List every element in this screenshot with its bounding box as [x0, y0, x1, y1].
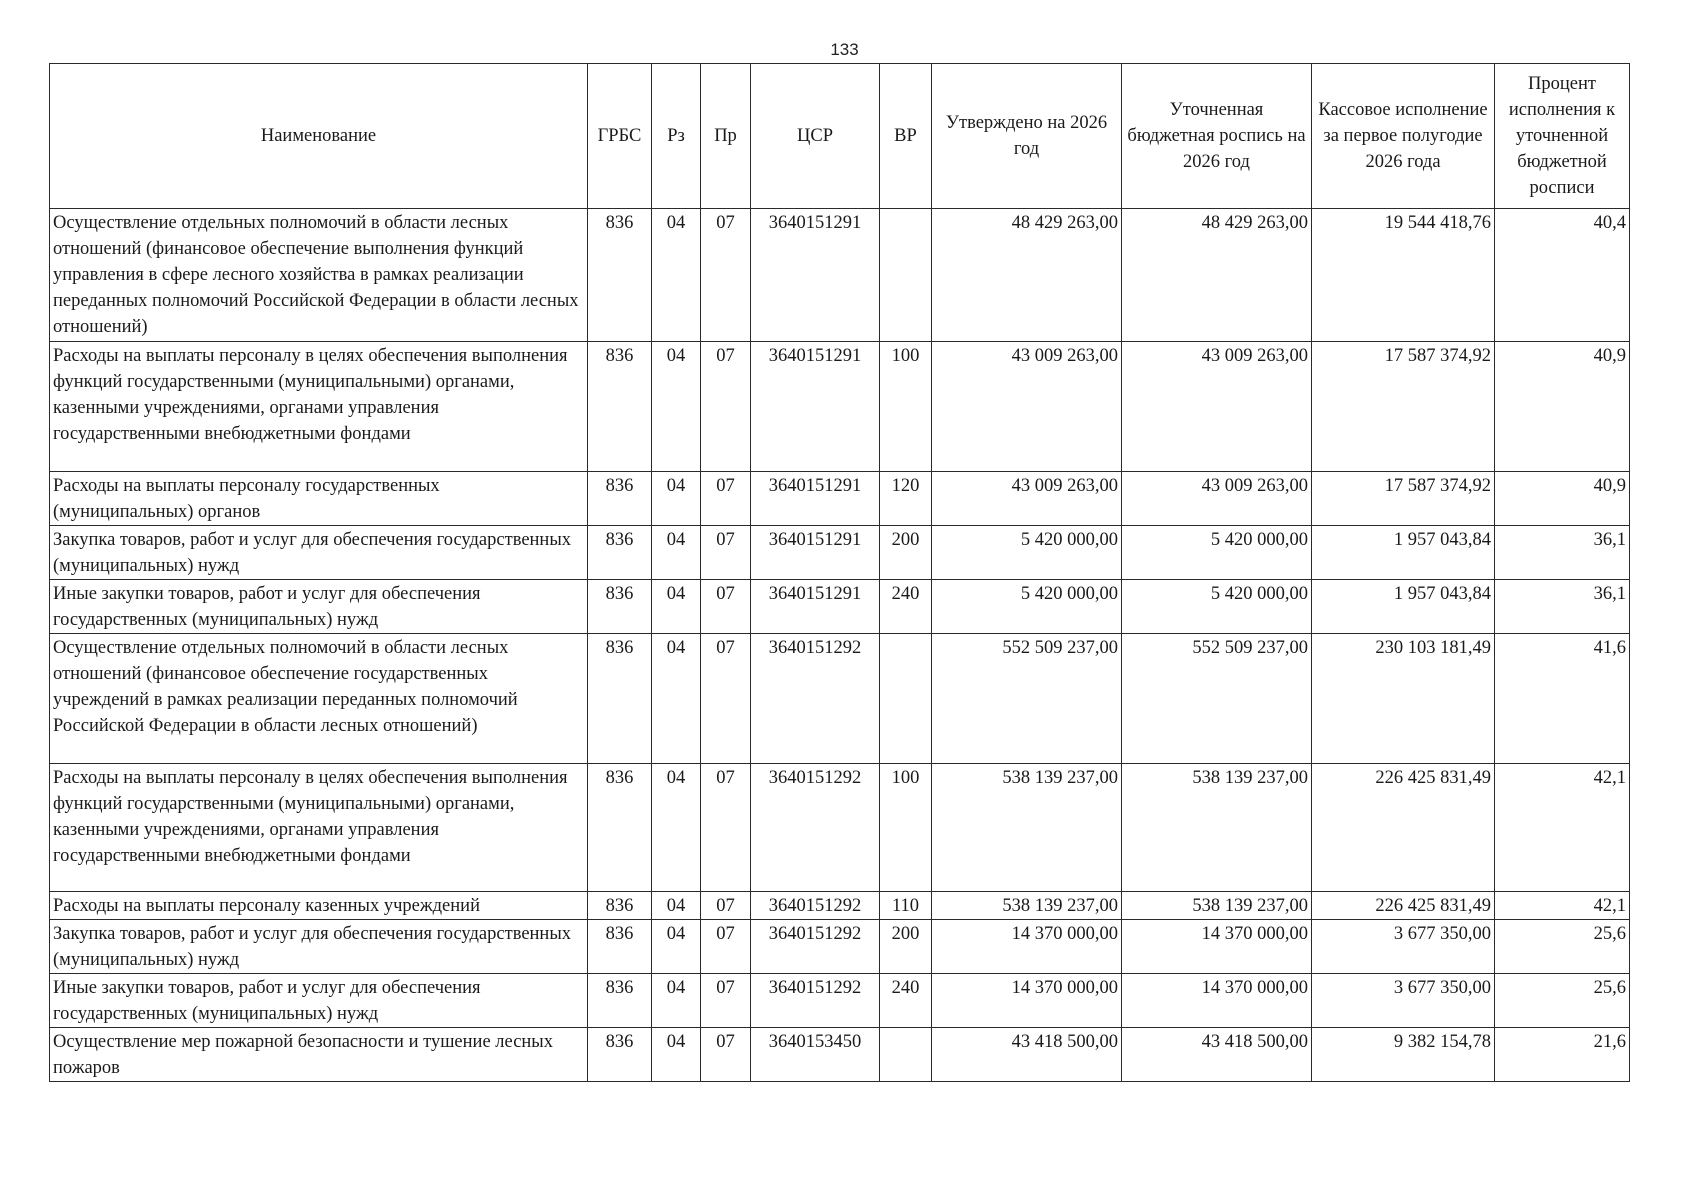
- row-cash: 3 677 350,00: [1312, 974, 1495, 1028]
- row-pr: 07: [701, 526, 751, 580]
- row-percent: 41,6: [1495, 634, 1630, 764]
- row-cash: 19 544 418,76: [1312, 209, 1495, 342]
- row-pr: 07: [701, 764, 751, 892]
- row-percent: 40,9: [1495, 342, 1630, 472]
- row-vr: 200: [880, 920, 932, 974]
- row-grbs: 836: [588, 472, 652, 526]
- row-approved: 48 429 263,00: [932, 209, 1122, 342]
- header-name: Наименование: [50, 64, 588, 209]
- row-cash: 17 587 374,92: [1312, 342, 1495, 472]
- row-rz: 04: [652, 1028, 701, 1082]
- row-csr: 3640151292: [751, 634, 880, 764]
- row-vr: [880, 1028, 932, 1082]
- row-name: Осуществление мер пожарной безопасности и тушение лесных пожаров: [50, 1028, 588, 1082]
- row-vr: 100: [880, 342, 932, 472]
- table-row: [50, 580, 1630, 634]
- row-approved: 538 139 237,00: [932, 764, 1122, 892]
- row-grbs: 836: [588, 580, 652, 634]
- row-rz: 04: [652, 472, 701, 526]
- row-rz: 04: [652, 892, 701, 920]
- row-approved: 43 418 500,00: [932, 1028, 1122, 1082]
- table-row: [50, 764, 1630, 892]
- row-name: Расходы на выплаты персоналу в целях обеспечения выполнения функций государственными (муниципальными) органами, казенными учреждениями, органами управления государственными внебюджетными фондами: [50, 764, 588, 892]
- row-cash: 3 677 350,00: [1312, 920, 1495, 974]
- header-vr: ВР: [880, 64, 932, 209]
- row-rz: 04: [652, 920, 701, 974]
- row-name: Закупка товаров, работ и услуг для обеспечения государственных (муниципальных) нужд: [50, 526, 588, 580]
- row-name: Иные закупки товаров, работ и услуг для обеспечения государственных (муниципальных) нужд: [50, 580, 588, 634]
- header-csr: ЦСР: [751, 64, 880, 209]
- row-approved: 5 420 000,00: [932, 580, 1122, 634]
- row-name: Осуществление отдельных полномочий в области лесных отношений (финансовое обеспечение выполнения функций управления в сфере лесного хозяйства в рамках реализации переданных полномочий Российской Федерации в области лесных отношений): [50, 209, 588, 342]
- row-cash: 1 957 043,84: [1312, 580, 1495, 634]
- table-row: [50, 634, 1630, 764]
- budget-execution-table: [49, 63, 1630, 1082]
- row-percent: 42,1: [1495, 764, 1630, 892]
- row-percent: 40,4: [1495, 209, 1630, 342]
- row-name: Расходы на выплаты персоналу государственных (муниципальных) органов: [50, 472, 588, 526]
- row-csr: 3640151292: [751, 892, 880, 920]
- row-grbs: 836: [588, 342, 652, 472]
- row-rz: 04: [652, 764, 701, 892]
- row-refined: 48 429 263,00: [1122, 209, 1312, 342]
- row-pr: 07: [701, 634, 751, 764]
- row-pr: 07: [701, 1028, 751, 1082]
- page-number: 133: [830, 40, 859, 59]
- table-row: [50, 472, 1630, 526]
- row-grbs: 836: [588, 920, 652, 974]
- row-name: Закупка товаров, работ и услуг для обеспечения государственных (муниципальных) нужд: [50, 920, 588, 974]
- header-grbs: ГРБС: [588, 64, 652, 209]
- row-pr: 07: [701, 580, 751, 634]
- row-csr: 3640151292: [751, 974, 880, 1028]
- row-rz: 04: [652, 209, 701, 342]
- row-vr: 110: [880, 892, 932, 920]
- row-grbs: 836: [588, 526, 652, 580]
- row-csr: 3640151291: [751, 580, 880, 634]
- row-name: Иные закупки товаров, работ и услуг для обеспечения государственных (муниципальных) нужд: [50, 974, 588, 1028]
- row-percent: 36,1: [1495, 526, 1630, 580]
- table-row: [50, 209, 1630, 342]
- row-refined: 14 370 000,00: [1122, 920, 1312, 974]
- row-cash: 17 587 374,92: [1312, 472, 1495, 526]
- row-refined: 14 370 000,00: [1122, 974, 1312, 1028]
- table-row: [50, 920, 1630, 974]
- row-csr: 3640153450: [751, 1028, 880, 1082]
- row-approved: 538 139 237,00: [932, 892, 1122, 920]
- row-refined: 538 139 237,00: [1122, 892, 1312, 920]
- row-name: Расходы на выплаты персоналу казенных учреждений: [50, 892, 588, 920]
- row-approved: 43 009 263,00: [932, 342, 1122, 472]
- row-percent: 25,6: [1495, 974, 1630, 1028]
- row-approved: 552 509 237,00: [932, 634, 1122, 764]
- row-pr: 07: [701, 209, 751, 342]
- row-approved: 14 370 000,00: [932, 974, 1122, 1028]
- row-csr: 3640151292: [751, 920, 880, 974]
- table-row: [50, 1028, 1630, 1082]
- row-percent: 25,6: [1495, 920, 1630, 974]
- row-grbs: 836: [588, 892, 652, 920]
- row-grbs: 836: [588, 634, 652, 764]
- row-percent: 36,1: [1495, 580, 1630, 634]
- row-pr: 07: [701, 892, 751, 920]
- row-refined: 5 420 000,00: [1122, 526, 1312, 580]
- table-row: [50, 526, 1630, 580]
- row-pr: 07: [701, 920, 751, 974]
- row-refined: 43 418 500,00: [1122, 1028, 1312, 1082]
- row-vr: 100: [880, 764, 932, 892]
- row-grbs: 836: [588, 1028, 652, 1082]
- row-refined: 43 009 263,00: [1122, 472, 1312, 526]
- table-row: [50, 892, 1630, 920]
- row-csr: 3640151291: [751, 472, 880, 526]
- row-vr: [880, 209, 932, 342]
- row-rz: 04: [652, 974, 701, 1028]
- row-cash: 9 382 154,78: [1312, 1028, 1495, 1082]
- row-csr: 3640151291: [751, 342, 880, 472]
- row-rz: 04: [652, 342, 701, 472]
- row-pr: 07: [701, 342, 751, 472]
- row-vr: [880, 634, 932, 764]
- table-row: [50, 342, 1630, 472]
- row-vr: 240: [880, 974, 932, 1028]
- row-cash: 226 425 831,49: [1312, 892, 1495, 920]
- header-refined: Уточненная бюджетная роспись на 2026 год: [1122, 64, 1312, 209]
- header-approved: Утверждено на 2026 год: [932, 64, 1122, 209]
- table-header-row: [50, 64, 1630, 209]
- row-grbs: 836: [588, 209, 652, 342]
- row-cash: 1 957 043,84: [1312, 526, 1495, 580]
- row-vr: 120: [880, 472, 932, 526]
- row-grbs: 836: [588, 974, 652, 1028]
- row-name: Расходы на выплаты персоналу в целях обеспечения выполнения функций государственными (муниципальными) органами, казенными учреждениями, органами управления государственными внебюджетными фондами: [50, 342, 588, 472]
- row-pr: 07: [701, 974, 751, 1028]
- row-refined: 5 420 000,00: [1122, 580, 1312, 634]
- header-pr: Пр: [701, 64, 751, 209]
- row-refined: 538 139 237,00: [1122, 764, 1312, 892]
- row-percent: 21,6: [1495, 1028, 1630, 1082]
- row-csr: 3640151291: [751, 209, 880, 342]
- row-rz: 04: [652, 634, 701, 764]
- row-name: Осуществление отдельных полномочий в области лесных отношений (финансовое обеспечение государственных учреждений в рамках реализации переданных полномочий Российской Федерации в области лесных отношений): [50, 634, 588, 764]
- header-cash: Кассовое исполнение за первое полугодие 2026 года: [1312, 64, 1495, 209]
- row-approved: 43 009 263,00: [932, 472, 1122, 526]
- row-percent: 40,9: [1495, 472, 1630, 526]
- row-refined: 552 509 237,00: [1122, 634, 1312, 764]
- row-vr: 240: [880, 580, 932, 634]
- row-approved: 14 370 000,00: [932, 920, 1122, 974]
- row-refined: 43 009 263,00: [1122, 342, 1312, 472]
- row-vr: 200: [880, 526, 932, 580]
- table-row: [50, 974, 1630, 1028]
- row-csr: 3640151291: [751, 526, 880, 580]
- row-rz: 04: [652, 526, 701, 580]
- header-rz: Рз: [652, 64, 701, 209]
- row-grbs: 836: [588, 764, 652, 892]
- row-percent: 42,1: [1495, 892, 1630, 920]
- row-rz: 04: [652, 580, 701, 634]
- row-cash: 226 425 831,49: [1312, 764, 1495, 892]
- row-cash: 230 103 181,49: [1312, 634, 1495, 764]
- row-pr: 07: [701, 472, 751, 526]
- row-csr: 3640151292: [751, 764, 880, 892]
- header-percent: Процент исполнения к уточненной бюджетной росписи: [1495, 64, 1630, 209]
- row-approved: 5 420 000,00: [932, 526, 1122, 580]
